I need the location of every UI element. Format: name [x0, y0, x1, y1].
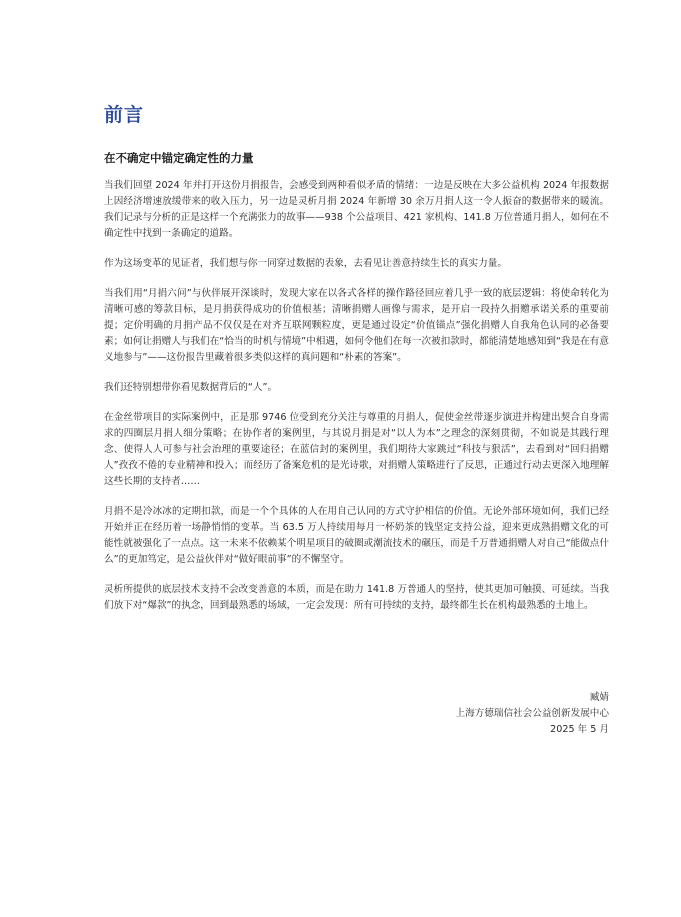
paragraph: 当我们回望 2024 年并打开这份月捐报告，会感受到两种看似矛盾的情绪：一边是反映在大多公益机构 2024 年报数据上因经济增速放缓带来的收入压力，另一边是灵析月捐 2024 年新增 30 余万月捐人这一令人振奋的数据带来的暖流。我们记录与分析的正是这样一个充满张力的故事——938 个公益项目、421 家机构、141.8 万位普通月捐人，如何在不确定性中找到一条确定的道路。 [104, 180, 609, 239]
paragraph: 灵析所提供的底层技术支持不会改变善意的本质，而是在助力 141.8 万普通人的坚持，使其更加可触摸、可延续。当我们放下对“爆款”的执念，回到最熟悉的场域，一定会发现：所有可持续的支持，最终都生长在机构最熟悉的土地上。 [104, 584, 609, 611]
page-title: 前言 [104, 104, 145, 126]
signature-block [456, 690, 610, 738]
section-subtitle: 在不确定中锚定确定性的力量 [104, 151, 254, 165]
paragraph: 月捐不是冷冰冰的定期扣款，而是一个个具体的人在用自己认同的方式守护相信的价值。无论外部环境如何，我们已经开始并正在经历着一场静悄悄的变革。当 63.5 万人持续用每月一杯奶茶的钱坚定支持公益，迎来更成熟捐赠文化的可能性就被强化了一点点。这一未来不依赖某个明星项目的破圈或潮流技术的碾压，而是千万普通捐赠人对自己“能做点什么”的更加笃定，是公益伙伴对“做好眼前事”的不懈坚守。 [104, 506, 609, 565]
body-text [104, 178, 609, 628]
signature-date: 2025 年 5 月 [550, 724, 609, 735]
paragraph: 我们还特别想带你看见数据背后的“人”。 [104, 382, 278, 393]
signature-organization: 上海方德瑞信社会公益创新发展中心 [455, 708, 609, 719]
paragraph: 作为这场变革的见证者，我们想与你一同穿过数据的表象，去看见让善意持续生长的真实力量。 [104, 258, 507, 269]
paragraph: 在金丝带项目的实际案例中，正是那 9746 位受到充分关注与尊重的月捐人，促使金丝带逐步演进并构建出契合自身需求的四圈层月捐人细分策略；在协作者的案例里，与其说月捐是对“以人为本”之理念的深刻贯彻，不如说是其践行理念、使得人人可参与社会治理的重要途径；在蓝信封的案例里，我们期待大家跳过“科技与狠活”，去看到对“回归捐赠人”孜孜不倦的专业精神和投入；而经历了备案危机的是光诗歌，对捐赠人策略进行了反思，正通过行动去更深入地理解这些长期的支持者…… [104, 412, 609, 487]
paragraph: 当我们用“月捐六问”与伙伴展开深谈时，发现大家在以各式各样的操作路径回应着几乎一致的底层逻辑：将使命转化为清晰可感的筹款目标，是月捐获得成功的价值根基；清晰捐赠人画像与需求，是开启一段持久捐赠承诺关系的重要前提；定价明确的月捐产品不仅仅是在对齐互联网颗粒度，更是通过设定“价值锚点”强化捐赠人自我角色认同的必备要素；如何让捐赠人与我们在“恰当的时机与情境”中相遇，如何令他们在每一次被扣款时，都能清楚地感知到“我是在有意义地参与”——这份报告里藏着很多类似这样的真问题和“朴素的答案”。 [104, 288, 609, 363]
signature-name: 臧婧 [589, 692, 609, 703]
